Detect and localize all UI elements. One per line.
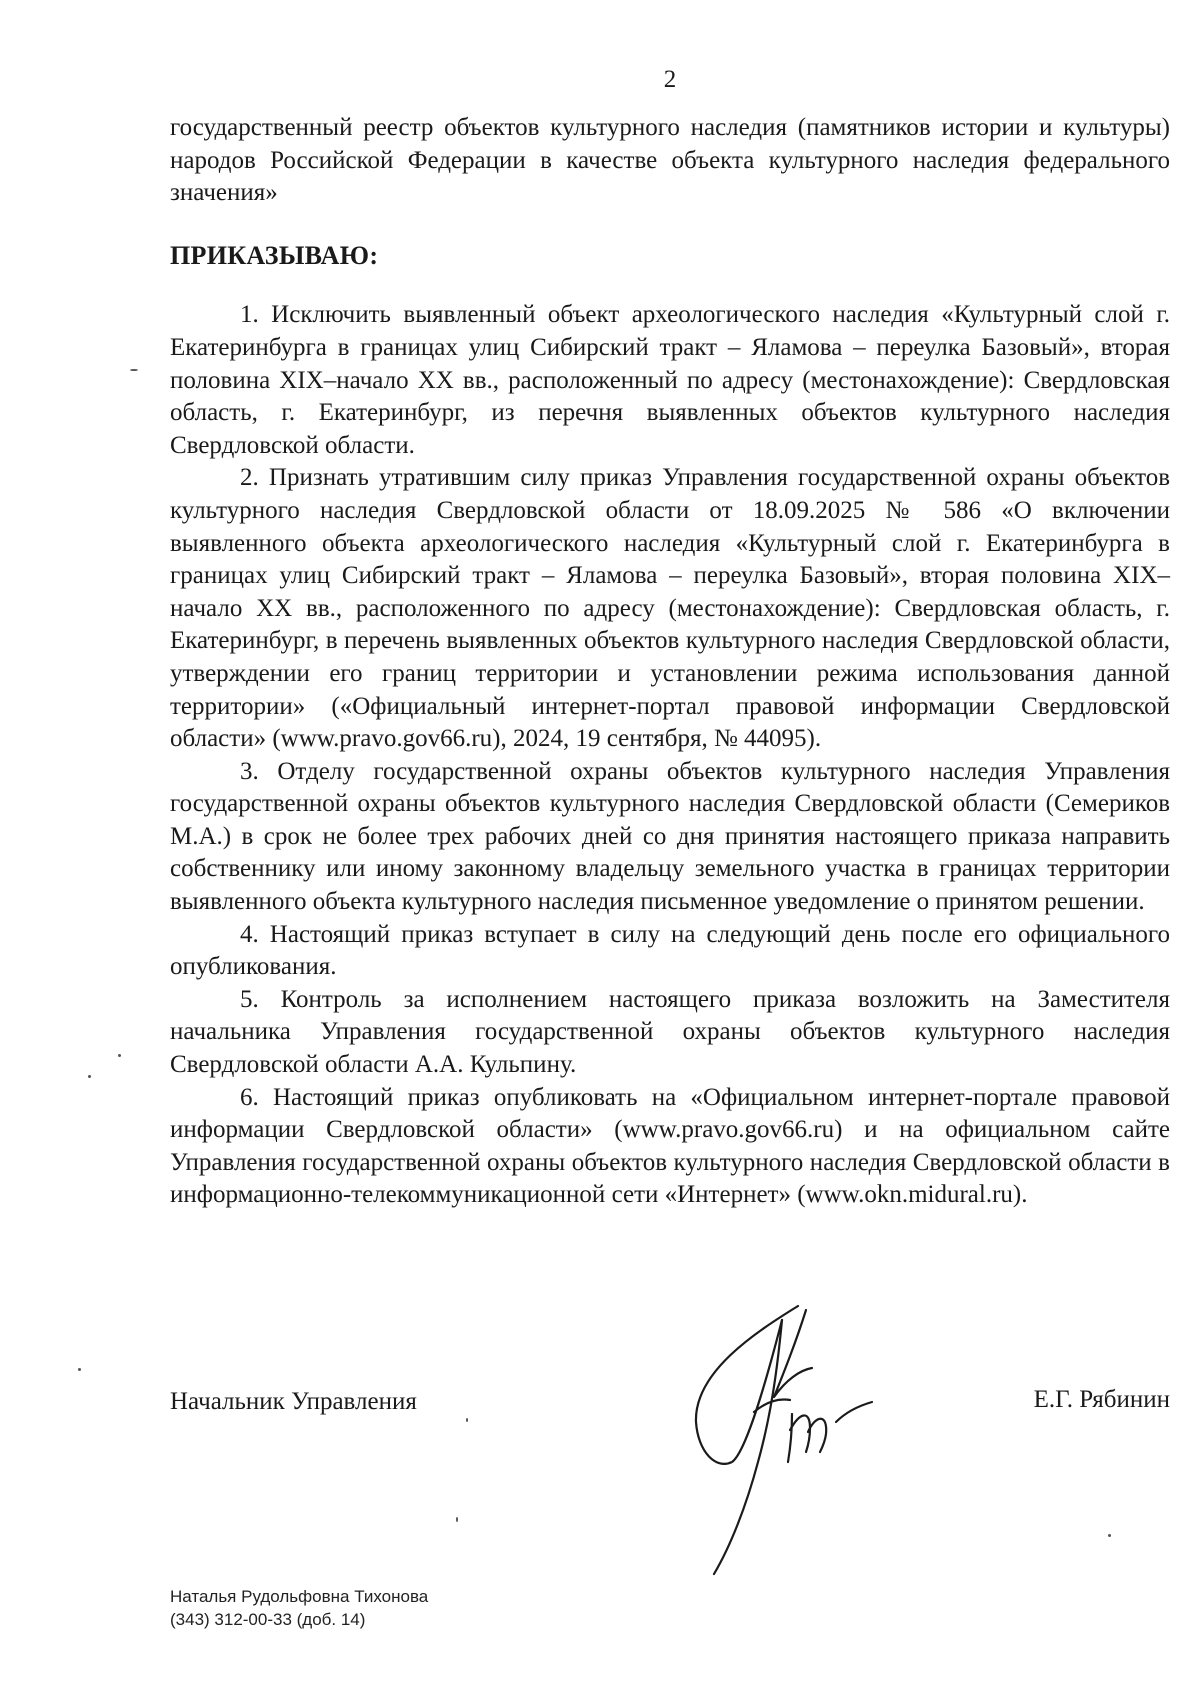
intro-paragraph: государственный реестр объектов культурного наследия (памятников истории и культуры) народов Российской Федерации в качестве объекта культурного наследия федерального значения» — [170, 114, 1170, 207]
clause-2: 2. Признать утратившим силу приказ Управления государственной охраны объектов культурного наследия Свердловской области от 18.09.2025 № 586 «О включении выявленного объекта археологического наследия «Культурный слой г. Екатеринбурга в границах улиц Сибирский тракт – Яламова – переулка Базовый», вторая половина XIX–начало XX вв., расположенного по адресу (местонахождение): Свердловская область, г. Екатеринбург, в перечень выявленных объектов культурного наследия Свердловской области, утверждении его границ территории и установлении режима использования данной территории» («Официальный интернет-портал правовой информации Свердловской области» (www.pravo.gov66.ru), 2024, 19 сентября, № 44095). — [170, 464, 1170, 753]
scan-speck — [130, 369, 138, 371]
decree-heading: ПРИКАЗЫВАЮ: — [170, 240, 379, 270]
scan-speck — [466, 1418, 468, 1422]
contact-phone: (343) 312-00-33 (доб. 14) — [170, 1610, 366, 1629]
scan-speck — [1108, 1534, 1111, 1537]
clause-4: 4. Настоящий приказ вступает в силу на следующий день после его официального опубликования. — [170, 920, 1170, 981]
scan-speck — [78, 1368, 81, 1371]
scan-speck — [118, 1054, 121, 1057]
page-number: 2 — [663, 66, 677, 93]
signer-name: Е.Г. Рябинин — [1033, 1386, 1170, 1413]
clause-5: 5. Контроль за исполнением настоящего приказа возложить на Заместителя начальника Управления государственной охраны объектов культурного наследия Свердловской области А.А. Кульпину. — [170, 985, 1170, 1079]
handwritten-signature — [686, 1302, 916, 1582]
clause-3: 3. Отделу государственной охраны объектов культурного наследия Управления государственной охраны объектов культурного наследия Свердловской области (Семериков М.А.) в срок не более трех рабочих дней со дня принятия настоящего приказа направить собственнику или иному законному владельцу земельного участка в границах территории выявленного объекта культурного наследия письменное уведомление о принятом решении. — [170, 757, 1170, 916]
signature-block — [170, 1388, 1170, 1428]
clause-6: 6. Настоящий приказ опубликовать на «Официальном интернет-портале правовой информации Свердловской области» (www.pravo.gov66.ru) и на официальном сайте Управления государственной охраны объектов культурного наследия Свердловской области в информационно-телекоммуникационной сети «Интернет» (www.okn.midural.ru). — [170, 1083, 1170, 1209]
contact-info — [170, 1585, 428, 1631]
clause-1: 1. Исключить выявленный объект археологического наследия «Культурный слой г. Екатеринбурга в границах улиц Сибирский тракт – Яламова – переулка Базовый», вторая половина XIX–начало XX вв., расположенный по адресу (местонахождение): Свердловская область, г. Екатеринбург, из перечня выявленных объектов культурного наследия Свердловской области. — [170, 301, 1170, 459]
scan-speck — [456, 1517, 458, 1522]
scan-speck — [88, 1075, 91, 1078]
contact-person: Наталья Рудольфовна Тихонова — [170, 1587, 429, 1606]
document-body — [170, 112, 1170, 1212]
signer-position: Начальник Управления — [170, 1388, 417, 1415]
